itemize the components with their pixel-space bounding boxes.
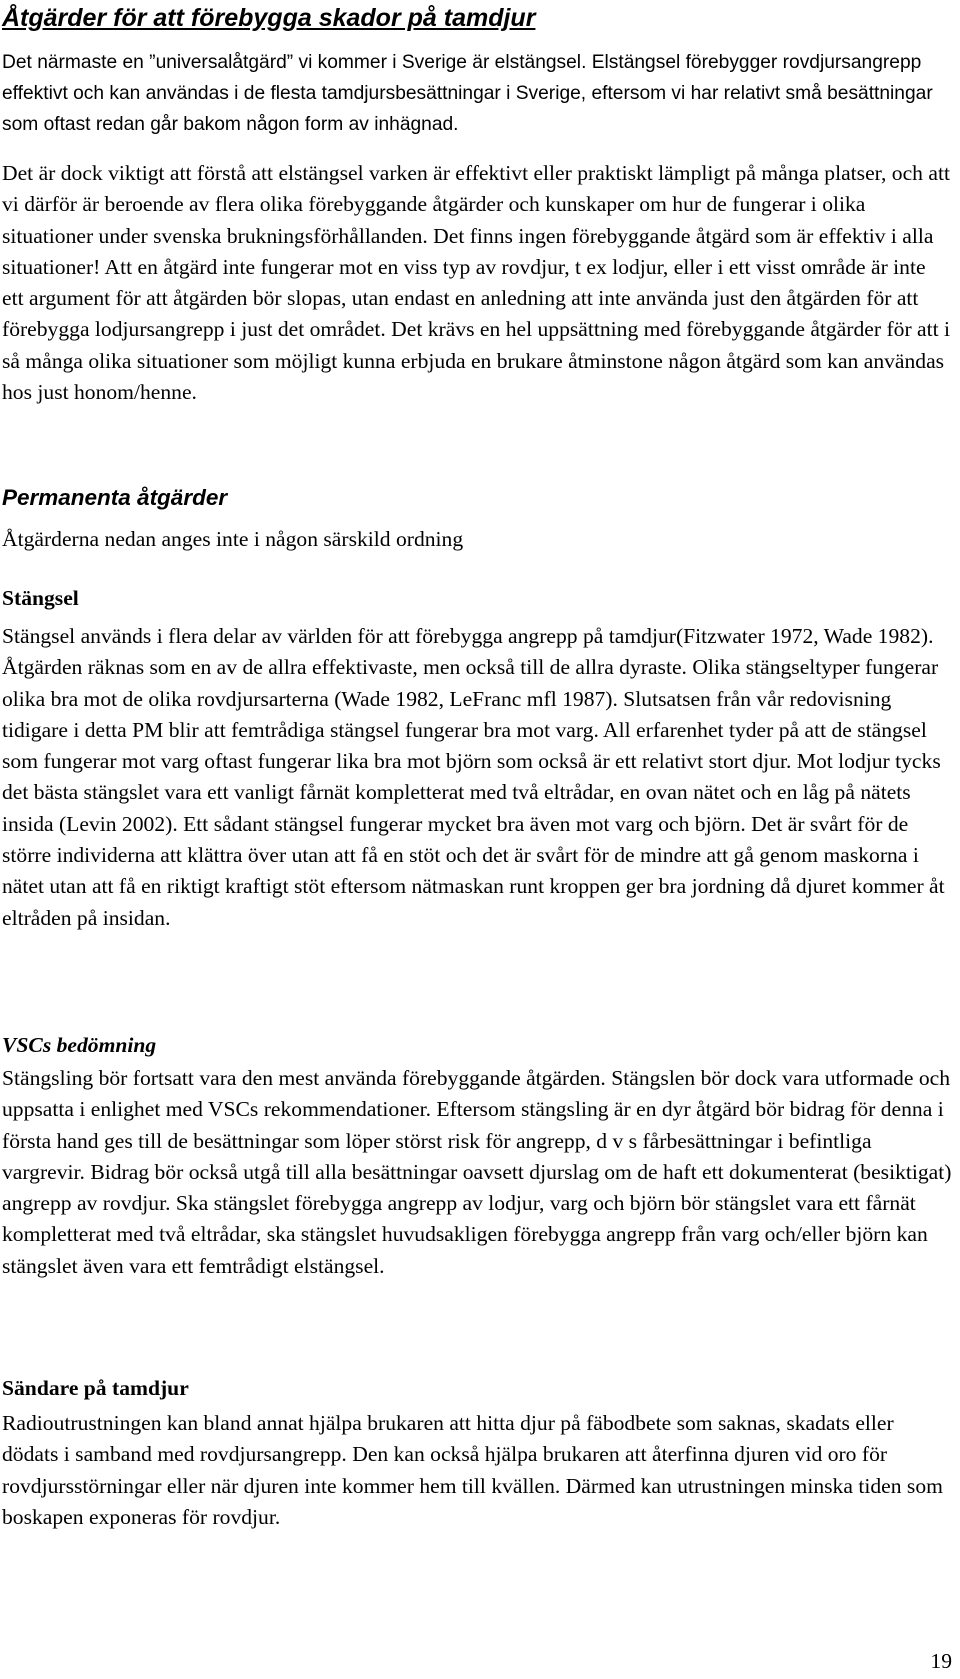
vsc-assessment-paragraph: Stängsling bör fortsatt vara den mest använda förebyggande åtgärden. Stängslen bör dock vara utformade och uppsatta i enlighet med VSCs rekommendationer. Eftersom stängsling är en dyr åtgärd bör bidrag för denna i första hand ges till de besättningar som löper störst risk för angrepp, d v s fårbesättningar i befintliga vargrevir. Bidrag bör också utgå till alla besättningar oavsett djurslag om de haft ett dokumenterat (besiktigat) angrepp av rovdjur. Ska stängslet förebygga angrepp av lodjur, varg och björn bör stängslet vara ett fårnät kompletterat med två eltrådar, ska stängslet huvudsakligen förebygga angrepp från varg och/eller björn kan stängslet även vara ett femtrådigt elstängsel. [2,1066,952,1278]
page-number: 19 [930,1649,952,1673]
intro-paragraph-part-1: Det närmaste en ”universalåtgärd” vi kommer i Sverige är elstängsel. Elstängsel förebygger rovdjursangrepp effektivt och kan användas i de flesta tamdjursbesättningar i Sverige, eftersom vi har relativt små besättningar som oftast redan går bakom någon form av inhägnad. [2,52,933,136]
page-title: Åtgärder för att förebygga skador på tamdjur [2,4,536,32]
fence-heading: Stängsel [2,586,79,610]
transmitter-heading: Sändare på tamdjur [2,1376,189,1400]
fence-paragraph: Stängsel används i flera delar av världen för att förebygga angrepp på tamdjur(Fitzwater 1972, Wade 1982). Åtgärden räknas som en av de allra effektivaste, men också till de allra dyraste. Olika stängseltyper fungerar olika bra mot de olika rovdjursarterna (Wade 1982, LeFranc mfl 1987). Slutsatsen från vår redovisning tidigare i detta PM blir att femtrådiga stängsel fungerar bra mot varg. All erfarenhet tyder på att de stängsel som fungerar mot varg oftast fungerar lika bra mot björn som också är ett relativt stort djur. Mot lodjur tycks det bästa stängslet vara ett vanligt fårnät kompletterat med två eltrådar, en ovan nätet och en låg på nätets insida (Levin 2002). Ett sådant stängsel fungerar mycket bra även mot varg och björn. Det är svårt för de större individerna att klättra över utan att få en stöt och det är svårt för de mindre att gå genom maskorna i nätet utan att få en riktigt kraftigt stöt eftersom nätmaskan runt kroppen ger bra jordning då djuret kommer åt eltråden på insidan. [2,624,945,930]
section-intro: Åtgärderna nedan anges inte i någon särskild ordning [2,527,464,551]
intro-paragraph-part-2: Det är dock viktigt att förstå att elstängsel varken är effektivt eller praktiskt lämpligt på många platser, och att vi därför är beroende av flera olika förebyggande åtgärder och kunskaper om hur de fungerar i olika situationer under svenska brukningsförhållanden. Det finns ingen förebyggande åtgärd som är effektiv i alla situationer! Att en åtgärd inte fungerar mot en viss typ av rovdjur, t ex lodjur, eller i ett visst område är inte ett argument för att åtgärden bör slopas, utan endast en anledning att inte använda just den åtgärden för att förebygga lodjursangrepp i just det området. Det krävs en hel uppsättning med förebyggande åtgärder för att i så många olika situationer som möjligt kunna erbjuda en brukare åtminstone någon åtgärd som kan användas hos just honom/henne. [2,161,951,405]
transmitter-paragraph: Radioutrustningen kan bland annat hjälpa brukaren att hitta djur på fäbodbete som saknas, skadats eller dödats i samband med rovdjursangrepp. Den kan också hjälpa brukaren att återfinna djuren vid oro för rovdjursstörningar eller när djuren inte kommer hem till kvällen. Därmed kan utrustningen minska tiden som boskapen exponeras för rovdjur. [2,1411,943,1529]
vsc-assessment-heading: VSCs bedömning [2,1033,157,1057]
section-heading: Permanenta åtgärder [2,485,228,510]
